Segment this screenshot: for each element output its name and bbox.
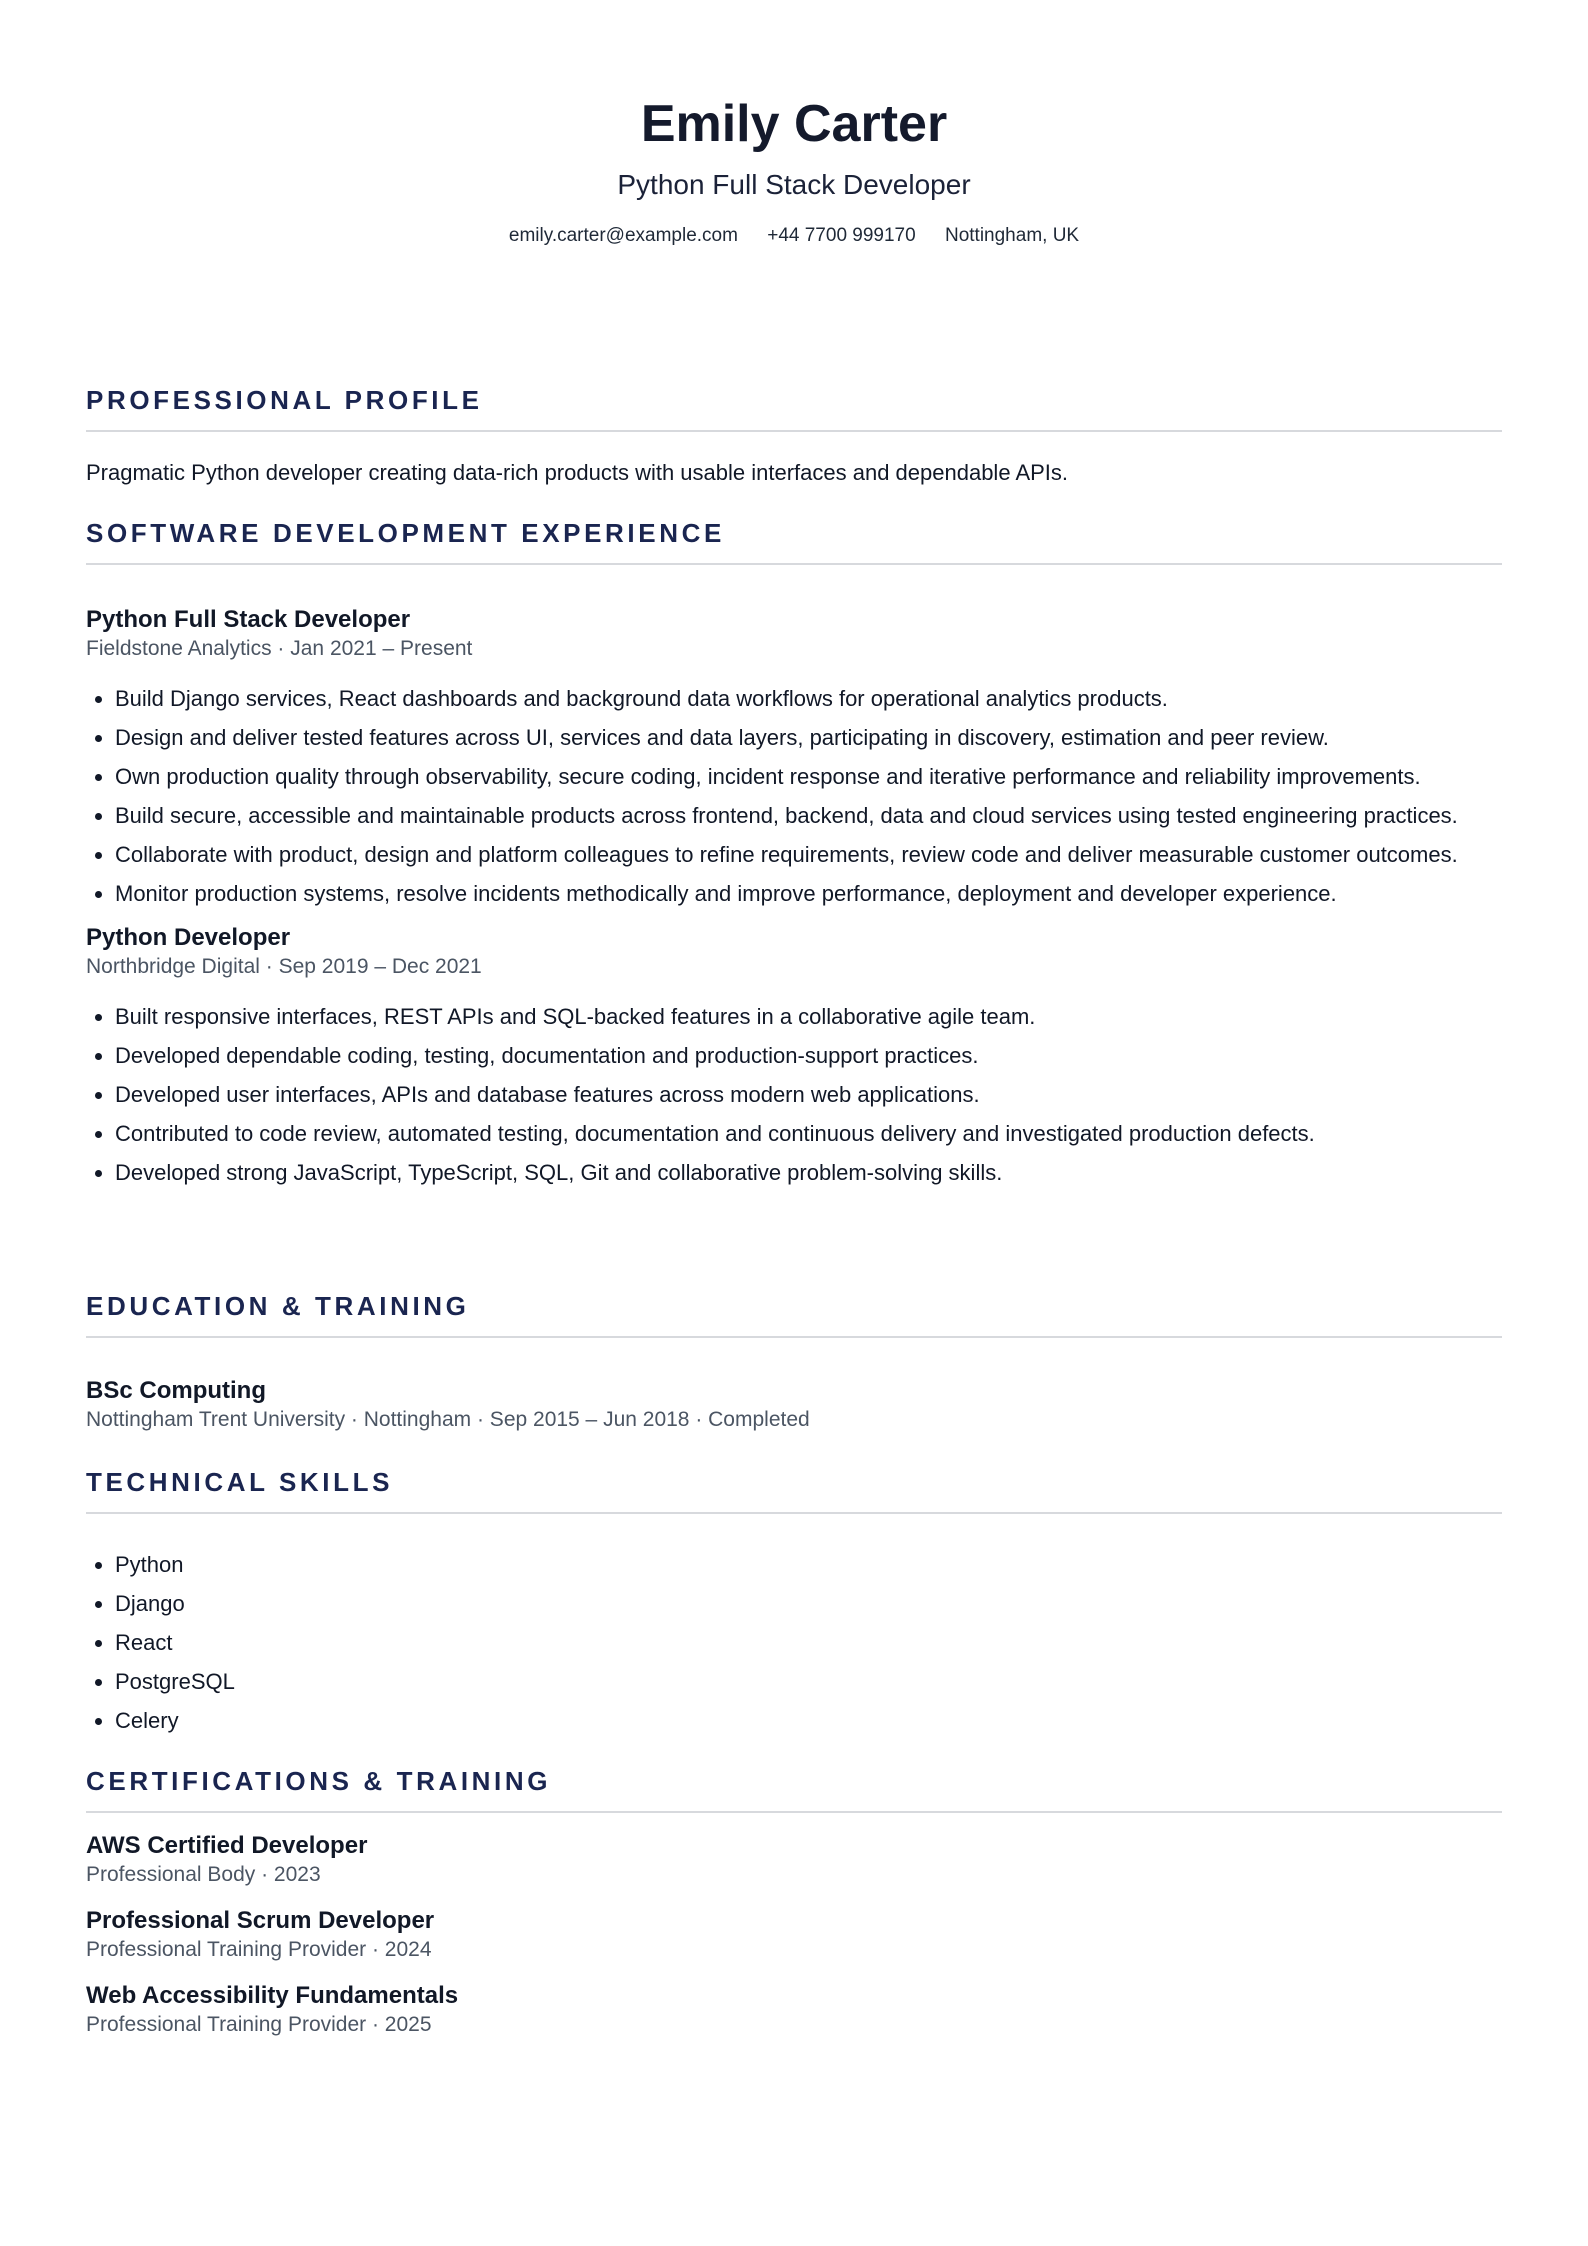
section-divider [86,1512,1502,1514]
list-item: • Built responsive interfaces, REST APIs and SQL-backed features in a collaborative agile team. [115,1001,1502,1032]
list-item: • Own production quality through observability, secure coding, incident response and iterative performance and reliability improvements. [115,761,1502,792]
contact-line [86,224,1502,248]
list-item: • Developed dependable coding, testing, documentation and production-support practices. [115,1040,1502,1071]
section-divider [86,563,1502,565]
section-divider [86,1336,1502,1338]
section-experience [86,517,1502,1196]
list-item: • Monitor production systems, resolve incidents methodically and improve performance, deployment and developer experience. [115,878,1502,909]
job-entry [86,923,1502,1188]
job-meta: Fieldstone Analytics · Jan 2021 – Present [86,637,473,660]
section-title-experience: SOFTWARE DEVELOPMENT EXPERIENCE [86,518,725,548]
education-entry [86,1376,1502,1434]
section-education [86,1290,1502,1434]
cert-meta: Professional Training Provider · 2024 [86,1938,432,1961]
skill-item: • Python [115,1549,1502,1580]
job-bullets [86,1001,1502,1188]
section-skills [86,1466,1502,1744]
job-meta: Northbridge Digital · Sep 2019 – Dec 2021 [86,955,482,978]
cert-name: Professional Scrum Developer [86,1907,435,1934]
job-bullets [86,683,1502,909]
list-item: • Collaborate with product, design and platform colleagues to refine requirements, review code and deliver measurable customer outcomes. [115,839,1502,870]
cert-meta: Professional Training Provider · 2025 [86,2013,432,2036]
skills-list [86,1549,1502,1736]
cert-name: AWS Certified Developer [86,1832,368,1859]
cert-entry [86,1906,1502,1964]
skill-item: • Django [115,1588,1502,1619]
education-degree: BSc Computing [86,1377,266,1404]
job-entry [86,605,1502,909]
section-title-profile: PROFESSIONAL PROFILE [86,385,483,415]
cert-name: Web Accessibility Fundamentals [86,1982,459,2009]
section-divider [86,430,1502,432]
section-title-education: EDUCATION & TRAINING [86,1291,470,1321]
list-item: • Design and deliver tested features across UI, services and data layers, participating in discovery, estimation and peer review. [115,722,1502,753]
resume-header [86,0,1502,248]
section-title-skills: TECHNICAL SKILLS [86,1467,394,1497]
contact-location: Nottingham, UK [944,225,1080,246]
skill-item: • React [115,1627,1502,1658]
cert-entry [86,1981,1502,2039]
skill-item: • Celery [115,1705,1502,1736]
list-item: • Developed user interfaces, APIs and database features across modern web applications. [115,1079,1502,1110]
candidate-headline: Python Full Stack Developer [617,169,971,200]
section-title-certifications: CERTIFICATIONS & TRAINING [86,1766,552,1796]
skill-item: • PostgreSQL [115,1666,1502,1697]
section-certifications [86,1765,1502,2039]
contact-email: emily.carter@example.com [508,225,738,246]
list-item: • Build secure, accessible and maintainable products across frontend, backend, data and cloud services using tested engineering practices. [115,800,1502,831]
candidate-name: Emily Carter [640,95,948,153]
job-role: Python Full Stack Developer [86,606,411,633]
education-meta: Nottingham Trent University · Nottingham · Sep 2015 – Jun 2018 · Completed [86,1408,810,1431]
section-profile [86,384,1502,488]
cert-meta: Professional Body · 2023 [86,1863,321,1886]
cert-entry [86,1831,1502,1889]
list-item: • Developed strong JavaScript, TypeScript, SQL, Git and collaborative problem-solving skills. [115,1157,1502,1188]
contact-phone: +44 7700 999170 [767,225,916,246]
section-divider [86,1811,1502,1813]
profile-summary: Pragmatic Python developer creating data-rich products with usable interfaces and dependable APIs. [86,460,1069,485]
list-item: • Build Django services, React dashboards and background data workflows for operational analytics products. [115,683,1502,714]
list-item: • Contributed to code review, automated testing, documentation and continuous delivery and investigated production defects. [115,1118,1502,1149]
job-role: Python Developer [86,924,291,951]
